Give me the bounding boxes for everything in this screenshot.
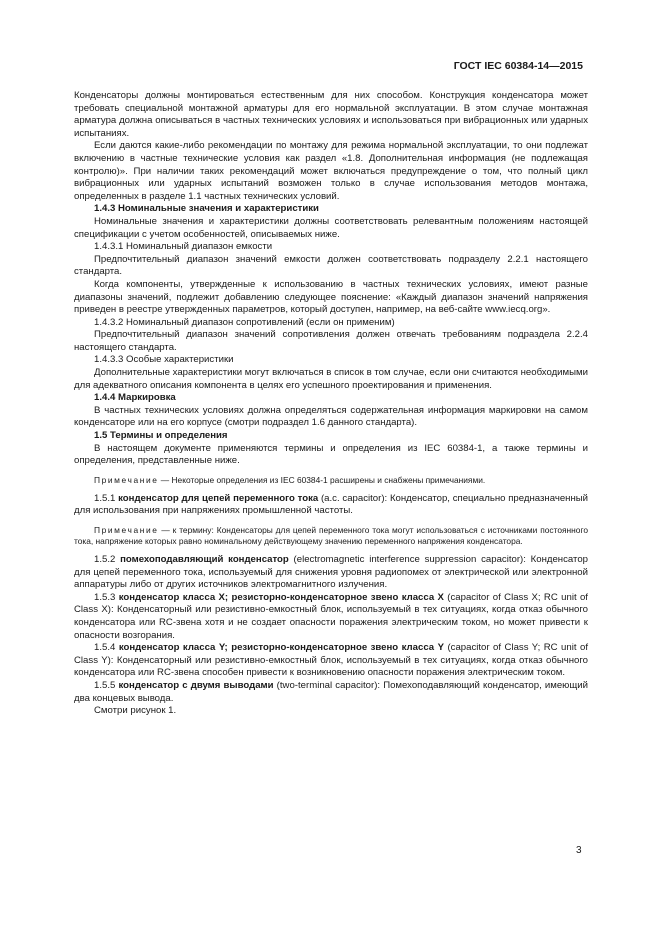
note-2-text: — к термину: Конденсаторы для цепей переменного тока могут использоваться с источниками постоянного тока, напряжение которых равно номинальному действующему значению переменного напряжения конденсатора. (74, 525, 588, 546)
term-1-5-1 (74, 493, 588, 518)
section-heading-1-4-4: 1.4.4 Маркировка (94, 392, 176, 404)
subsection-heading-1-4-3-1: 1.4.3.1 Номинальный диапазон емкости (94, 241, 273, 253)
section-heading-1-5: 1.5 Термины и определения (94, 430, 228, 442)
paragraph-mounting: Конденсаторы должны монтироваться естественным для них способом. Конструкция конденсатора может требовать специальной монтажной арматуры для его нормальной эксплуатации. В этом случае монтажная арматура должна описываться в частных технических условиях и использоваться при вибрационных или ударных испытаниях. (74, 90, 588, 139)
term-number: 1.5.2 (94, 554, 121, 565)
term-number: 1.5.4 (94, 642, 119, 654)
paragraph-1-4-3: Номинальные значения и характеристики должны соответствовать релевантным положениям настоящей спецификации с учетом особенностей, описываемых ниже. (74, 215, 588, 240)
term-name: конденсатор класса X; резисторно-конденсаторное звено класса X (118, 591, 444, 603)
standard-header: ГОСТ IEC 60384-14—2015 (453, 60, 583, 72)
note-2 (74, 525, 588, 547)
paragraph-1-4-3-1-b: Когда компоненты, утвержденные к использованию в частных технических условиях, имеют разные диапазоны значений, подлежит добавлению следующее пояснение: «Каждый диапазон значений напряжения приведен в реестре утвержденных параметров, который доступен, например, на веб-сайте www.iecq.org». (74, 278, 588, 316)
page-body (74, 90, 588, 718)
term-definition: (a.c. capacitor): Конденсатор, специально предназначенный для использования при напряжениях промышленной частоты. (74, 492, 588, 517)
section-heading-1-4-3: 1.4.3 Номинальные значения и характеристики (94, 203, 319, 215)
note-label: Примечание (94, 474, 159, 485)
paragraph-1-4-3-2: Предпочтительный диапазон значений сопротивления должен отвечать требованиям подраздела 2.2.4 настоящего стандарта. (74, 329, 588, 353)
paragraph-1-4-3-1-a: Предпочтительный диапазон значений емкости должен соответствовать подразделу 2.2.1 настоящего стандарта. (74, 253, 588, 278)
note-1 (74, 475, 588, 486)
see-figure-reference: Смотри рисунок 1. (94, 705, 177, 717)
note-label: Примечание (94, 525, 159, 535)
paragraph-1-4-3-3: Дополнительные характеристики могут включаться в список в том случае, если они считаются необходимыми для адекватного описания компонента в целях его успешного проектирования и применения. (74, 367, 588, 391)
term-name: конденсатор класса Y; резисторно-конденсаторное звено класса Y (118, 642, 444, 654)
page-number: 3 (576, 845, 582, 856)
subsection-heading-1-4-3-2: 1.4.3.2 Номинальный диапазон сопротивлений (если он применим) (94, 316, 395, 328)
paragraph-1-5: В настоящем документе применяются термины и определения из IEC 60384-1, а также термины и определения, представленные ниже. (74, 442, 588, 467)
term-1-5-2 (74, 554, 588, 592)
term-definition: (electromagnetic interference suppression capacitor): Конденсатор для цепей переменного тока, используемый для снижения уровня радиопомех от электрической или электронной аппаратуры либо от других источников электромагнитного излучения. (74, 554, 588, 591)
term-1-5-3 (74, 592, 588, 642)
term-definition: (capacitor of Class Y; RC unit of Class Y): Конденсаторный или резистивно-емкостный блок, используемый в тех ситуациях, когда отказ обычного конденсатора или RC-звена способен привести к возникновению опасности поражения электрическим током. (74, 642, 588, 679)
term-name: помехоподавляющий конденсатор (120, 554, 289, 565)
paragraph-1-4-4: В частных технических условиях должна определяться содержательная информация маркировки на самом конденсаторе или на его корпусе (смотри подраздел 1.6 данного стандарта). (74, 404, 588, 429)
term-1-5-5 (74, 680, 588, 705)
subsection-heading-1-4-3-3: 1.4.3.3 Особые характеристики (94, 354, 234, 366)
paragraph-mounting-recommendations: Если даются какие-либо рекомендации по монтажу для режима нормальной эксплуатации, то они подлежат включению в частные технические условия как раздел «1.8. Дополнительная информация (не подлежащая контролю)». При наличии таких рекомендаций может включаться предупреждение о том, что полный цикл вибрационных или ударных испытаний возможен только в случае использования методов монтажа, определенных в разделе 1.1 частных технических условий. (74, 140, 588, 202)
term-name: конденсатор с двумя выводами (118, 679, 274, 691)
term-1-5-4 (74, 642, 588, 680)
term-definition: (two-terminal capacitor): Помехоподавляющий конденсатор, имеющий два концевых вывода. (74, 679, 588, 704)
note-1-text: — Некоторые определения из IEC 60384-1 расширены и снабжены примечаниями. (158, 474, 486, 485)
term-number: 1.5.3 (94, 591, 119, 603)
term-number: 1.5.1 (94, 492, 119, 504)
term-name: конденсатор для цепей переменного тока (118, 492, 319, 504)
term-number: 1.5.5 (94, 679, 119, 691)
term-definition: (capacitor of Class X; RC unit of Class X): Конденсаторный или резистивно-емкостный блок, используемый в тех ситуациях, когда отказ обычного конденсатора или RC-звена хотя и не создает опасности поражения электрическим током, но может привести к опасности возгорания. (74, 591, 588, 641)
